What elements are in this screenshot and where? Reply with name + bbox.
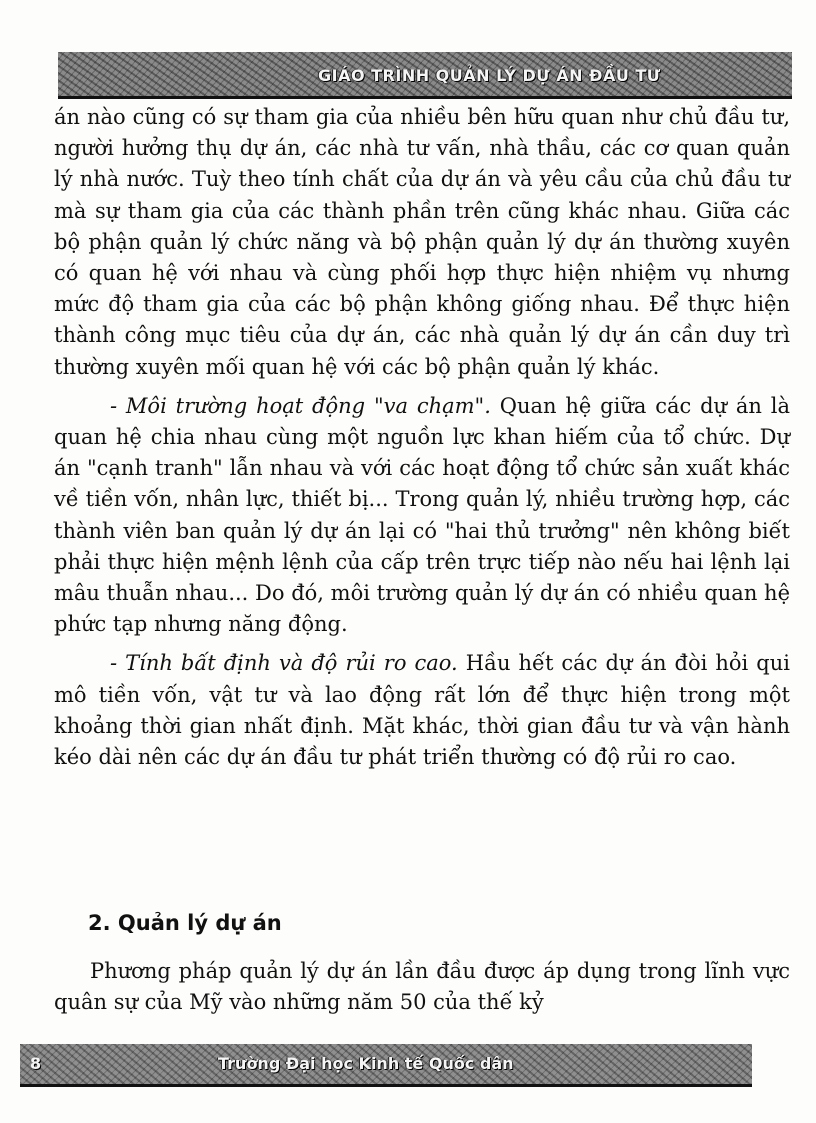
running-header-title: GIÁO TRÌNH QUẢN LÝ DỰ ÁN ĐẦU TƯ	[318, 66, 661, 85]
paragraph-3	[54, 648, 790, 773]
section-heading: 2. Quản lý dự án	[88, 911, 282, 935]
paragraph-3-lead: - Tính bất định và độ rủi ro cao.	[110, 651, 458, 676]
paragraph-3-text: Hầu hết các dự án đòi hỏi qui mô tiền vốn, vật tư và lao động rất lớn để thực hiện trong một khoảng thời gian nhất định. Mặt khác, thời gian đầu tư và vận hành kéo dài nên các dự án đầu tư phát triển thường có độ rủi ro cao.	[54, 651, 790, 770]
section-paragraph: Phương pháp quản lý dự án lần đầu được áp dụng trong lĩnh vực quân sự của Mỹ vào những năm 50 của thế kỷ	[54, 959, 790, 1015]
paragraph-1: án nào cũng có sự tham gia của nhiều bên hữu quan như chủ đầu tư, người hưởng thụ dự án, các nhà tư vấn, nhà thầu, các cơ quan quản lý nhà nước. Tuỳ theo tính chất của dự án và yêu cầu của chủ đầu tư mà sự tham gia của các thành phần trên cũng khác nhau. Giữa các bộ phận quản lý chức năng và bộ phận quản lý dự án thường xuyên có quan hệ với nhau và cùng phối hợp thực hiện nhiệm vụ nhưng mức độ tham gia của các bộ phận không giống nhau. Để thực hiện thành công mục tiêu của dự án, các nhà quản lý dự án cần duy trì thường xuyên mối quan hệ với các bộ phận quản lý khác.	[54, 105, 790, 379]
body-text	[54, 102, 790, 773]
paragraph-2-lead: - Môi trường hoạt động "va chạm".	[110, 393, 491, 418]
page-number: 8	[30, 1054, 42, 1073]
running-footer-title: Trường Đại học Kinh tế Quốc dân	[218, 1054, 514, 1073]
paragraph-2	[54, 391, 790, 641]
paragraph-2-text: Quan hệ giữa các dự án là quan hệ chia nhau cùng một nguồn lực khan hiếm của tổ chức. Dự án "cạnh tranh" lẫn nhau và với các hoạt động tổ chức sản xuất khác về tiền vốn, nhân lực, thiết bị... Trong quản lý, nhiều trường hợp, các thành viên ban quản lý dự án lại có "hai thủ trưởng" nên không biết phải thực hiện mệnh lệnh của cấp trên trực tiếp nào nếu hai lệnh lại mâu thuẫn nhau... Do đó, môi trường quản lý dự án có nhiều quan hệ phức tạp nhưng năng động.	[54, 393, 790, 637]
running-header-band	[58, 52, 792, 99]
running-footer-band	[20, 1044, 752, 1087]
